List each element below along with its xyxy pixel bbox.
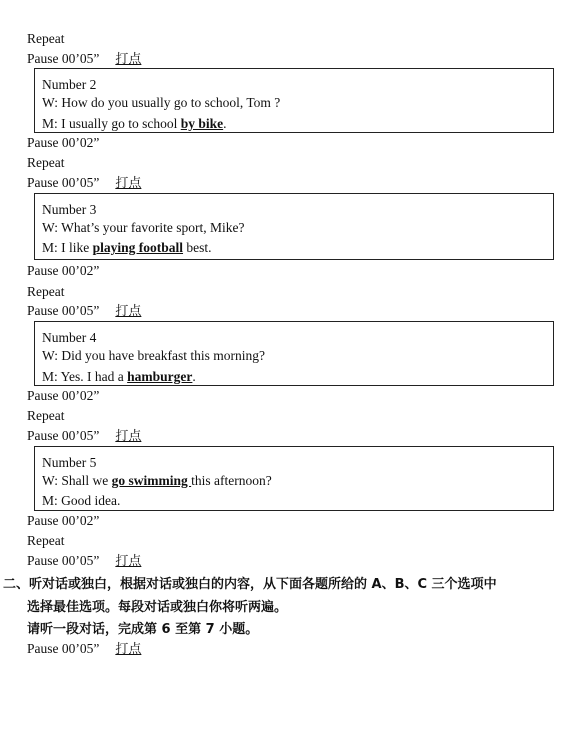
box-answer: M: I usually go to school by bike.: [42, 116, 227, 131]
answer-keyword: hamburger: [127, 369, 193, 384]
mark-link[interactable]: 打点: [115, 642, 142, 657]
section-two-heading: 二、听对话或独白，根据对话或独白的内容，从下面各题所给的 A、B、C 三个选项中: [3, 577, 497, 592]
mark-link[interactable]: 打点: [115, 176, 142, 191]
pause-text: Pause 00’05”: [27, 428, 100, 443]
repeat-text: Repeat: [27, 284, 65, 299]
pause-line: [27, 51, 141, 68]
pause-line: [27, 303, 141, 320]
box-number: Number 2: [42, 77, 97, 92]
pause-line: [27, 553, 141, 570]
section-two-instruction: 选择最佳选项。每段对话或独白你将听两遍。: [27, 600, 288, 615]
transcript-box-3: [34, 193, 554, 260]
repeat-text: Repeat: [27, 31, 65, 46]
pause-text: Pause 00’02”: [27, 263, 100, 278]
box-question: W: Shall we go swimming this afternoon?: [42, 473, 272, 488]
mark-link[interactable]: 打点: [115, 429, 142, 444]
transcript-box-5: [34, 446, 554, 511]
pause-text: Pause 00’02”: [27, 513, 100, 528]
box-answer: M: I like playing football best.: [42, 240, 212, 255]
pause-line: [27, 175, 141, 192]
pause-text: Pause 00’02”: [27, 388, 100, 403]
pause-line: [27, 428, 141, 445]
pause-text: Pause 00’05”: [27, 553, 100, 568]
repeat-text: Repeat: [27, 533, 65, 548]
box-answer: M: Yes. I had a hamburger.: [42, 369, 196, 384]
box-number: Number 3: [42, 202, 97, 217]
box-answer: M: Good idea.: [42, 493, 121, 508]
box-number: Number 4: [42, 330, 97, 345]
mark-link[interactable]: 打点: [115, 554, 142, 569]
pause-text: Pause 00’05”: [27, 175, 100, 190]
transcript-box-2: [34, 68, 554, 133]
pause-text: Pause 00’05”: [27, 641, 100, 656]
mark-link[interactable]: 打点: [115, 304, 142, 319]
box-question: W: Did you have breakfast this morning?: [42, 348, 265, 363]
mark-link[interactable]: 打点: [115, 52, 142, 67]
pause-text: Pause 00’05”: [27, 51, 100, 66]
box-number: Number 5: [42, 455, 97, 470]
repeat-text: Repeat: [27, 155, 65, 170]
pause-text: Pause 00’02”: [27, 135, 100, 150]
transcript-box-4: [34, 321, 554, 386]
pause-text: Pause 00’05”: [27, 303, 100, 318]
answer-keyword: playing football: [92, 240, 184, 255]
repeat-text: Repeat: [27, 408, 65, 423]
answer-keyword: by bike: [180, 116, 224, 131]
box-question: W: How do you usually go to school, Tom ?: [42, 95, 281, 110]
box-question: W: What’s your favorite sport, Mike?: [42, 220, 245, 235]
answer-keyword: go swimming: [111, 473, 192, 488]
pause-line: [27, 641, 141, 658]
section-two-task: 请听一段对话，完成第 6 至第 7 小题。: [27, 622, 259, 637]
